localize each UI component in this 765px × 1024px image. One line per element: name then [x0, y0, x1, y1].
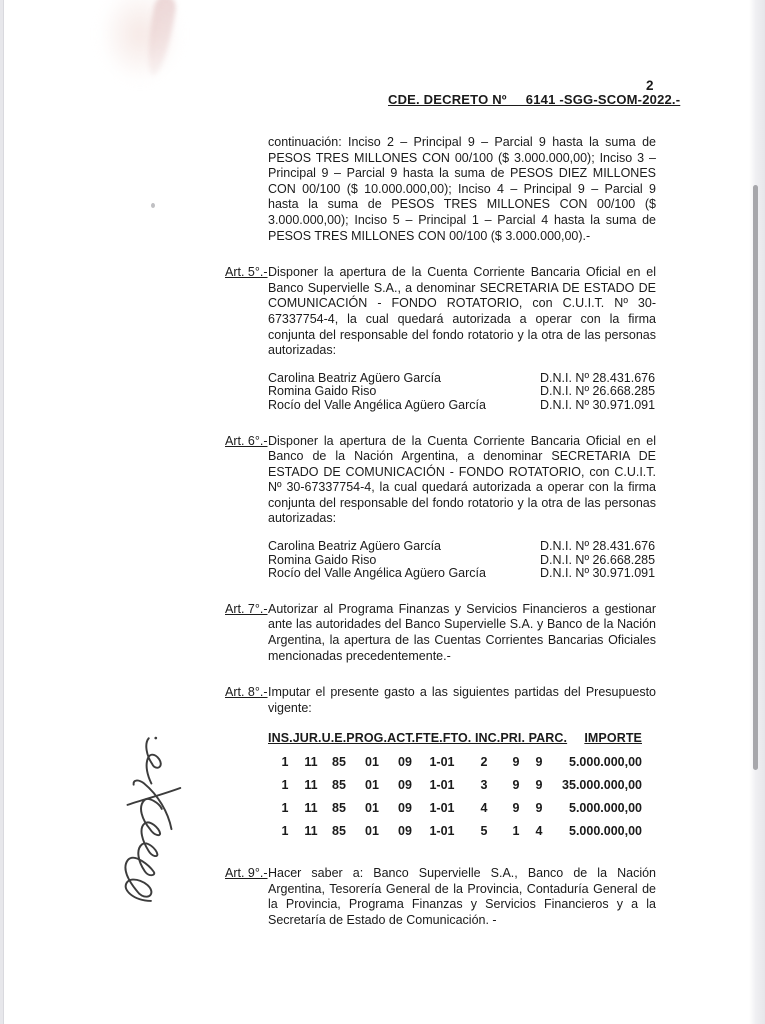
article-9-label: Art. 9°.-: [225, 866, 268, 880]
budget-importe-cell: 5.000.000,00: [569, 755, 642, 769]
budget-importe-cell: 5.000.000,00: [569, 801, 642, 815]
signatory-dni: D.N.I. Nº 28.431.676: [540, 539, 656, 554]
article-5-body: Disponer la apertura de la Cuenta Corriente Bancaria Oficial en el Banco Supervielle S.A., a denominar SECRETARIA DE ESTADO DE COMUNICACIÓN - FONDO ROTATORIO, con C.U.I.T. Nº 30-67337754-4, la cual quedará autorizada a operar con la firma conjunta del responsable del fondo rotatorio y la otra de las personas autorizadas:: [268, 265, 656, 358]
budget-table: [268, 731, 642, 838]
article-9-body: Hacer saber a: Banco Supervielle S.A., Banco de la Nación Argentina, Tesorería General de la Provincia, Contaduría General de la Provincia, Programa Finanzas y Servicios Financieros y a la Secretaría de Estado de Comunicación. -: [268, 866, 656, 927]
budget-cell: 11: [304, 824, 318, 838]
budget-cell: 01: [365, 778, 379, 792]
budget-cell: 1: [281, 801, 289, 815]
document-body: [225, 135, 656, 949]
signatory-row: [268, 540, 656, 554]
article-8-label: Art. 8°.-: [225, 685, 268, 700]
budget-row: [268, 756, 642, 769]
signatory-dni: D.N.I. Nº 26.668.285: [540, 552, 656, 567]
budget-cell: 4: [535, 824, 543, 838]
budget-cell: 09: [398, 778, 412, 792]
budget-cell: 9: [512, 801, 520, 815]
budget-cell: 1-01: [429, 824, 455, 838]
signatory-name: Romina Gaido Riso: [268, 552, 377, 567]
budget-cell: 1: [281, 778, 289, 792]
budget-cell: 01: [365, 755, 379, 769]
article-8-body: Imputar el presente gasto a las siguientes partidas del Presupuesto vigente:: [268, 685, 656, 715]
signature-icon: [101, 731, 195, 910]
signatory-name: Carolina Beatriz Agüero García: [268, 539, 442, 554]
article-5-label: Art. 5°.-: [225, 265, 268, 280]
signatory-row: [268, 385, 656, 399]
signatory-row: [268, 372, 656, 386]
intro-paragraph: continuación: Inciso 2 – Principal 9 – Parcial 9 hasta la suma de PESOS TRES MILLONES CON 00/100 ($ 3.000.000,00); Inciso 3 – Principal 9 – Parcial 9 hasta la suma de PESOS DIEZ MILLONES CON 00/100 ($ 10.000.000,00); Inciso 4 – Principal 9 – Parcial 9 hasta la suma de PESOS TRES MILLONES CON 00/100 ($ 3.000.000,00); Inciso 5 – Principal 1 – Parcial 4 hasta la suma de PESOS TRES MILLONES CON 00/100 ($ 3.000.000,00).-: [268, 135, 656, 243]
budget-importe-header: IMPORTE: [584, 731, 642, 746]
article-7-label: Art. 7°.-: [225, 601, 268, 616]
budget-table-header: [268, 731, 642, 747]
signatory-name: Romina Gaido Riso: [268, 384, 377, 399]
budget-cell: 01: [365, 801, 379, 815]
signatory-dni: D.N.I. Nº 28.431.676: [540, 370, 656, 385]
signatory-name: Rocío del Valle Angélica Agüero García: [268, 397, 486, 412]
signatory-name: Rocío del Valle Angélica Agüero García: [268, 566, 486, 581]
signatory-dni: D.N.I. Nº 30.971.091: [540, 397, 656, 412]
signatory-row: [268, 554, 656, 568]
budget-cell: 2: [480, 755, 488, 769]
budget-importe-cell: 35.000.000,00: [562, 778, 642, 792]
article-5: [225, 265, 656, 412]
budget-cell: 11: [304, 778, 318, 792]
article-6-body: Disponer la apertura de la Cuenta Corriente Bancaria Oficial en el Banco de la Nación Argentina, a denominar SECRETARIA DE ESTADO DE COMUNICACIÓN - FONDO ROTATORIO, con C.U.I.T. Nº 30-67337754-4, la cual quedará autorizada a operar con la firma conjunta del responsable del fondo rotatorio y la otra de las personas autorizadas:: [268, 433, 656, 526]
signatory-row: [268, 399, 656, 413]
budget-cell: 01: [365, 824, 379, 838]
budget-row: [268, 779, 642, 792]
budget-row: [268, 802, 642, 815]
budget-cell: 1: [281, 755, 289, 769]
budget-cell: 85: [332, 801, 346, 815]
decree-header: CDE. DECRETO Nº 6141 -SGG-SCOM-2022.-: [388, 92, 681, 107]
budget-cell: 09: [398, 824, 412, 838]
budget-cell: 4: [480, 801, 488, 815]
article-6: [225, 433, 656, 581]
budget-cell: 1-01: [429, 801, 455, 815]
article-6-signatories: [268, 540, 656, 581]
signatory-row: [268, 567, 656, 581]
budget-cell: 9: [535, 801, 543, 815]
budget-row: [268, 825, 642, 838]
budget-cell: 09: [398, 801, 412, 815]
scrollbar-thumb[interactable]: [753, 185, 758, 770]
budget-cell: 85: [332, 824, 346, 838]
article-8: [225, 685, 656, 838]
article-7-body: Autorizar al Programa Finanzas y Servicios Financieros a gestionar ante las autoridades del Banco Supervielle S.A. y Banco de la Nación Argentina, la apertura de las Cuentas Corrientes Bancarias Oficiales mencionadas precedentemente.-: [268, 601, 656, 663]
budget-cell: 11: [304, 801, 318, 815]
handwritten-signature: [101, 731, 195, 910]
budget-cell: 5: [480, 824, 488, 838]
page-left-edge: [0, 0, 4, 1024]
budget-cell: 11: [304, 755, 318, 769]
signatory-dni: D.N.I. Nº 26.668.285: [540, 384, 656, 399]
budget-cell: 1-01: [429, 778, 455, 792]
signatory-name: Carolina Beatriz Agüero García: [268, 370, 442, 385]
budget-cell: 9: [512, 755, 520, 769]
budget-cell: 1: [281, 824, 289, 838]
signatory-dni: D.N.I. Nº 30.971.091: [540, 566, 656, 581]
budget-cell: 85: [332, 755, 346, 769]
budget-cell: 1: [512, 824, 520, 838]
article-5-signatories: [268, 372, 656, 413]
article-9: [225, 866, 656, 928]
article-7: [225, 601, 656, 664]
scan-speck: [151, 203, 155, 208]
budget-cell: 3: [480, 778, 488, 792]
budget-cell: 85: [332, 778, 346, 792]
budget-cell: 1-01: [429, 755, 455, 769]
article-6-label: Art. 6°.-: [225, 433, 268, 448]
page-number: 2: [646, 78, 654, 93]
budget-cell: 9: [535, 755, 543, 769]
budget-importe-cell: 5.000.000,00: [569, 824, 642, 838]
budget-codes-header: INS.JUR.U.E.PROG.ACT.FTE.FTO. INC.PRI. PARC.: [268, 731, 568, 746]
budget-cell: 09: [398, 755, 412, 769]
budget-cell: 9: [512, 778, 520, 792]
budget-cell: 9: [535, 778, 543, 792]
